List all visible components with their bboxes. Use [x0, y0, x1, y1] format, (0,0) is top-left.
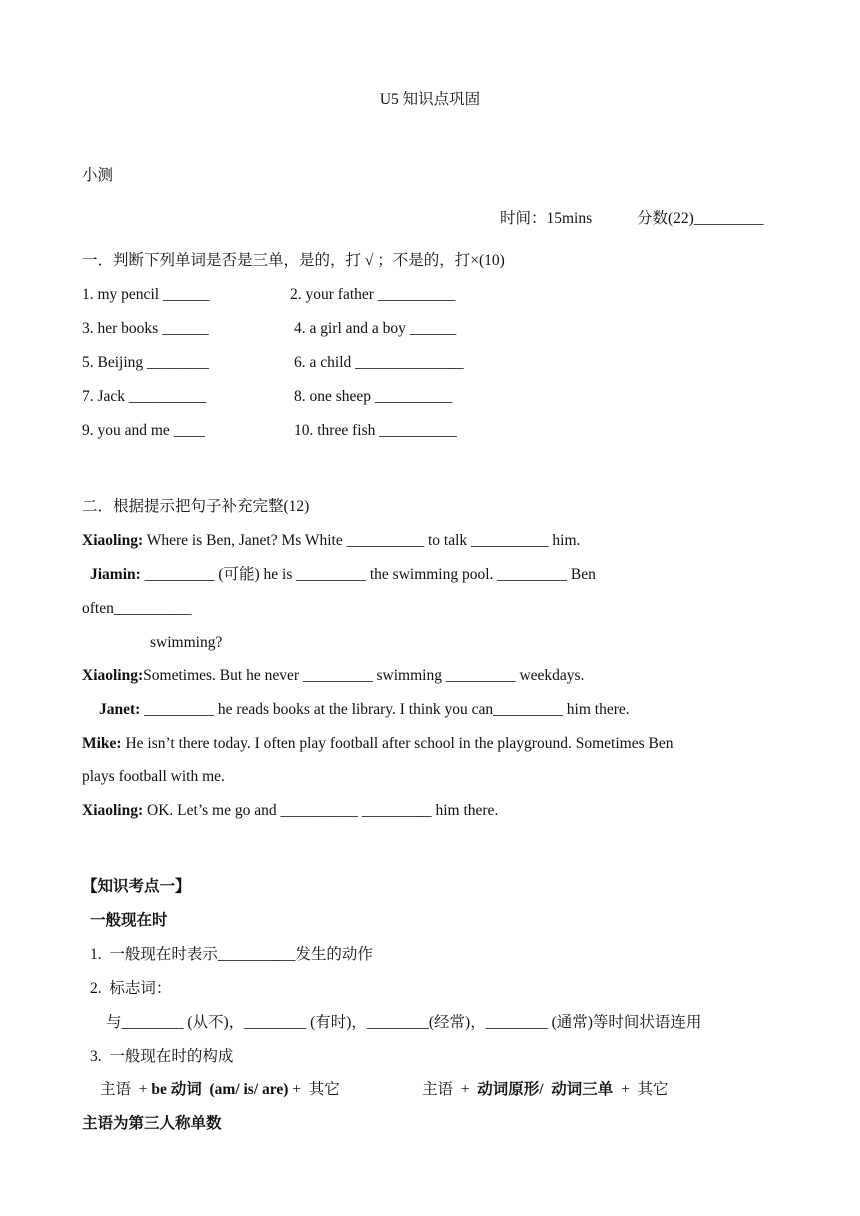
item-9: 9. you and me ____: [82, 422, 205, 439]
time-label: 时间：15mins: [500, 210, 593, 227]
item-1: 1. my pencil ______: [82, 286, 210, 303]
section2-heading: 二．根据提示把句子补充完整(12): [82, 498, 310, 515]
formula-be-verb: [100, 1080, 340, 1100]
dialogue-text: swimming?: [150, 634, 223, 651]
formula-part: be 动词 (am/ is/ are): [151, 1081, 289, 1098]
dialogue-line: [82, 599, 191, 619]
formula-part: 动词原形/ 动词三单: [477, 1081, 614, 1098]
formula-part: 主语 +: [422, 1081, 478, 1098]
dialogue-text: He isn’t there today. I often play football after school in the playground. Sometimes Ben: [121, 735, 674, 752]
dialogue-line: [99, 700, 630, 720]
dialogue-text: _________ he reads books at the library. I think you can_________ him there.: [140, 701, 630, 718]
last-line: 主语为第三人称单数: [82, 1115, 222, 1132]
knowledge-point-1: 1. 一般现在时表示__________发生的动作: [90, 946, 373, 963]
item-6: 6. a child ______________: [294, 354, 464, 371]
dialogue-line: [82, 734, 673, 754]
item-3: 3. her books ______: [82, 320, 209, 337]
item-2: 2. your father __________: [290, 286, 456, 303]
speaker-name: Mike:: [82, 735, 122, 752]
formula-part: 主语 +: [100, 1081, 152, 1098]
speaker-name: Xiaoling:: [82, 667, 144, 684]
dialogue-line: [82, 531, 580, 551]
dialogue-text: often__________: [82, 600, 192, 617]
page-title: U5 知识点巩固: [379, 91, 481, 108]
dialogue-line: [82, 767, 225, 787]
dialogue-text: plays football with me.: [82, 768, 225, 785]
dialogue-line: [82, 801, 498, 821]
section1-heading: 一．判断下列单词是否是三单，是的，打 √ ；不是的，打×(10): [82, 252, 505, 269]
item-8: 8. one sheep __________: [294, 388, 453, 405]
dialogue-text: _________ (可能) he is _________ the swimming pool. _________ Ben: [140, 566, 596, 583]
knowledge-subheading: 一般现在时: [90, 912, 168, 929]
item-4: 4. a girl and a boy ______: [294, 320, 457, 337]
speaker-name: Xiaoling:: [82, 802, 144, 819]
score-label: 分数(22)_________: [637, 210, 764, 227]
item-5: 5. Beijing ________: [82, 354, 210, 371]
knowledge-heading: 【知识考点一】: [82, 878, 191, 895]
dialogue-line: [90, 565, 596, 585]
knowledge-point-2: 2. 标志词：: [90, 980, 172, 997]
dialogue-text: Where is Ben, Janet? Ms White __________ to talk __________ him.: [143, 532, 581, 549]
speaker-name: Janet:: [99, 701, 141, 718]
formula-part: + 其它: [613, 1081, 669, 1098]
speaker-name: Jiamin:: [90, 566, 141, 583]
dialogue-line: [150, 633, 222, 653]
dialogue-text: OK. Let’s me go and __________ _________ him there.: [143, 802, 499, 819]
speaker-name: Xiaoling:: [82, 532, 144, 549]
knowledge-point-3: 3. 一般现在时的构成: [90, 1048, 234, 1065]
quiz-label: 小测: [82, 167, 114, 184]
item-7: 7. Jack __________: [82, 388, 207, 405]
dialogue-text: Sometimes. But he never _________ swimming _________ weekdays.: [143, 667, 585, 684]
formula-part: + 其它: [288, 1081, 340, 1098]
knowledge-point-2-detail: 与________ (从不)，________ (有时)，________(经常)，________ (通常)等时间状语连用: [106, 1014, 702, 1031]
formula-verb: [422, 1080, 669, 1100]
dialogue-line: [82, 666, 584, 686]
item-10: 10. three fish __________: [294, 422, 457, 439]
